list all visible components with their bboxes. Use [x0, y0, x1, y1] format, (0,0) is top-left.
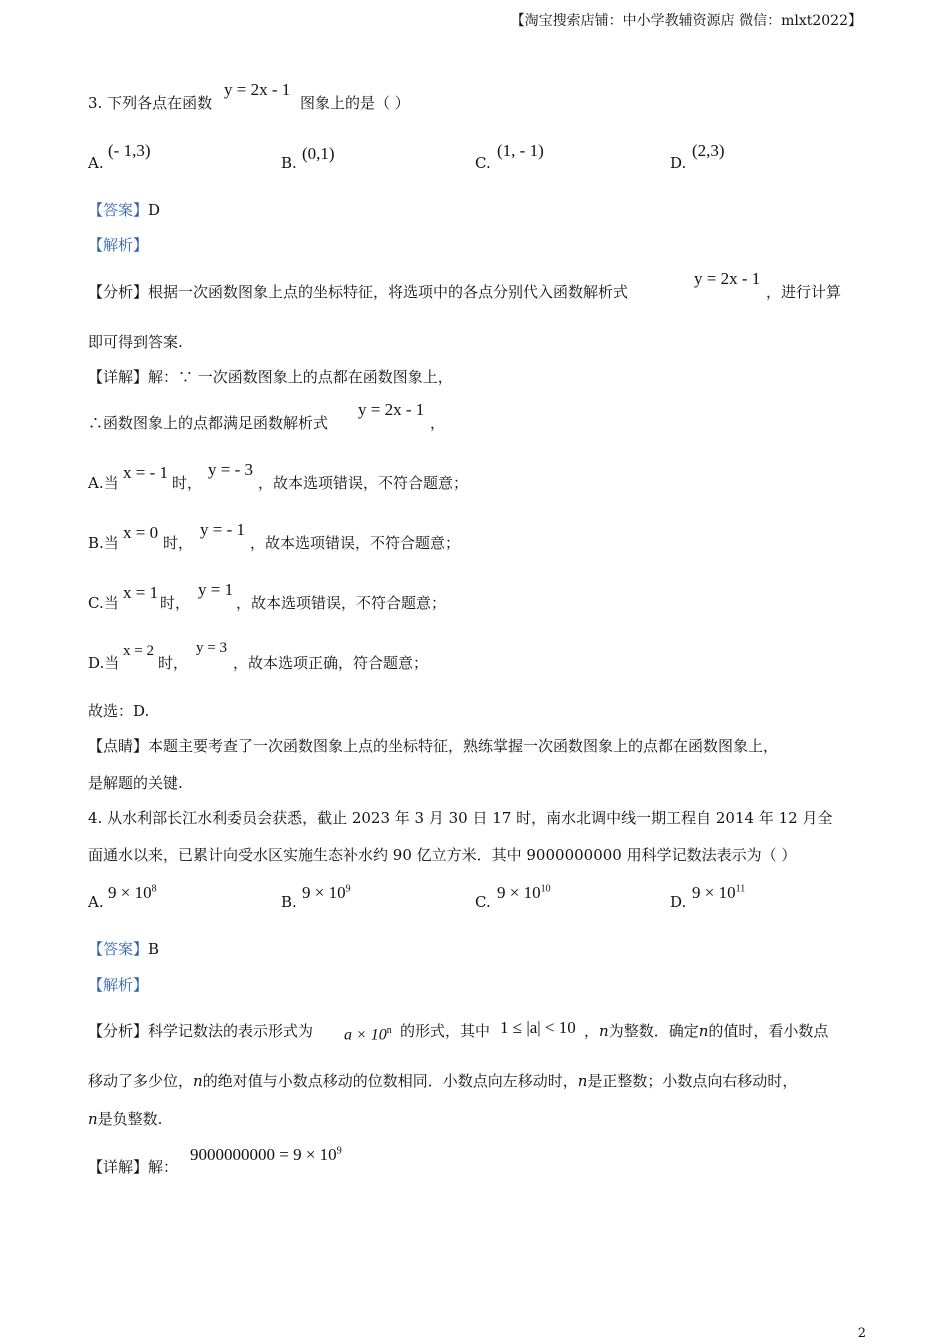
- q3-fenxi-line2: 即可得到答案.: [88, 333, 183, 351]
- q4-answer-tag: 【答案】: [88, 940, 149, 958]
- q3-answer-value: D: [148, 201, 161, 219]
- q3-fenxi-formula: y = 2x - 1: [694, 269, 761, 288]
- q3-fenxi-line1: [88, 285, 628, 300]
- q4-fenxi-text2a: 移动了多少位，: [88, 1072, 194, 1090]
- q3-dianjing-line1: [88, 739, 778, 754]
- q3-stem: [88, 96, 212, 111]
- page-number: 2: [857, 1326, 866, 1341]
- q3-option-d-label: D.: [670, 154, 687, 172]
- q3-option-c-label: C.: [475, 154, 491, 172]
- q3-case-a-y: y = - 3: [208, 460, 253, 479]
- q3-dianjing-line2: 是解题的关键.: [88, 774, 183, 792]
- q3-option-b-label: B.: [281, 154, 297, 172]
- q3-option-d-value: (2,3): [692, 141, 725, 160]
- q3-option-a-label: A.: [88, 154, 104, 172]
- q3-analysis-tag: 【解析】: [88, 236, 149, 254]
- q3-case-c-suffix: ，故本选项错误，不符合题意；: [236, 594, 447, 612]
- q3-stem-suffix: 图象上的是（ ）: [300, 94, 410, 112]
- q3-detail-tag: 【详解】: [88, 368, 149, 386]
- q3-case-a-prefix: A.当: [88, 474, 119, 492]
- q4-detail-tag: 【详解】: [88, 1158, 149, 1176]
- q3-case-d-suffix: ，故本选项正确，符合题意；: [233, 654, 429, 672]
- q4-option-d-label: D.: [670, 893, 687, 911]
- q3-conclusion: 故选：D.: [88, 702, 150, 720]
- q4-option-d-value: [692, 884, 745, 901]
- q4-fenxi-formula1-base: a × 10: [344, 1026, 387, 1044]
- q3-formula: y = 2x - 1: [224, 80, 291, 99]
- q3-answer: [88, 203, 160, 218]
- q4-fenxi-text1d: 为整数．确定: [608, 1022, 699, 1040]
- q3-answer-tag: 【答案】: [88, 201, 149, 219]
- q4-analysis-tag: 【解析】: [88, 976, 149, 994]
- q4-detail-formula: [190, 1146, 342, 1163]
- q4-fenxi-tag: 【分析】: [88, 1022, 149, 1040]
- q3-case-c-prefix: C.当: [88, 594, 119, 612]
- q3-option-c-value: (1, - 1): [497, 141, 544, 160]
- q4-fenxi-text1b: 的形式，其中: [400, 1022, 491, 1040]
- q3-case-c-x: x = 1: [123, 583, 159, 602]
- q4-detail-formula-exp: 9: [336, 1145, 342, 1157]
- q3-detail-text1: 解：∵ 一次函数图象上的点都在函数图象上，: [148, 368, 453, 386]
- q4-detail-text1: 解：: [148, 1158, 179, 1176]
- q3-fenxi-tag: 【分析】: [88, 283, 149, 301]
- q4-option-b-label: B.: [281, 893, 297, 911]
- q3-fenxi-text1: 根据一次函数图象上点的坐标特征，将选项中的各点分别代入函数解析式: [148, 283, 629, 301]
- q3-detail-formula: y = 2x - 1: [358, 400, 425, 419]
- q3-detail-line1: [88, 370, 453, 385]
- q3-case-d-mid: 时，: [158, 654, 189, 672]
- q4-fenxi-text2c: 是正整数；小数点向右移动时，: [587, 1072, 798, 1090]
- q4-fenxi-formula2: 1 ≤ |a| < 10: [500, 1018, 576, 1037]
- q3-fenxi-text2: ，进行计算: [766, 283, 842, 301]
- page-header: 【淘宝搜索店铺：中小学教辅资源店 微信：mlxt2022】: [510, 13, 862, 29]
- q3-case-a-x: x = - 1: [123, 463, 168, 482]
- q4-option-a-base: 9 × 10: [108, 883, 152, 902]
- q4-option-b-exp: 9: [345, 883, 351, 895]
- q4-fenxi-n2: n: [698, 1022, 709, 1040]
- q4-fenxi-n4: n: [577, 1072, 588, 1090]
- q4-option-c-base: 9 × 10: [497, 883, 541, 902]
- q4-option-c-value: [497, 884, 551, 901]
- q3-case-a-mid: 时，: [172, 474, 203, 492]
- q4-fenxi-comma: ，: [584, 1022, 600, 1040]
- q4-option-d-base: 9 × 10: [692, 883, 736, 902]
- q4-option-a-exp: 8: [151, 883, 157, 895]
- q3-option-b-value: (0,1): [302, 144, 335, 163]
- q4-answer-value: B: [148, 940, 160, 958]
- q3-dianjing-tag: 【点睛】: [88, 737, 149, 755]
- q3-detail-line2-end: ，: [430, 414, 446, 432]
- q3-case-b-suffix: ，故本选项错误，不符合题意；: [250, 534, 461, 552]
- q4-option-b-value: [302, 884, 351, 901]
- q3-case-d-prefix: D.当: [88, 654, 120, 672]
- q3-case-a-suffix: ，故本选项错误，不符合题意；: [258, 474, 469, 492]
- q4-stem-line2: 面通水以来，已累计向受水区实施生态补水约 90 亿立方米．其中 9000000000 用科学记数法表示为（ ）: [88, 846, 797, 864]
- q4-fenxi-line1: [88, 1024, 313, 1039]
- q4-fenxi-formula1: [344, 1026, 392, 1043]
- q4-fenxi-formula1-exp: n: [386, 1025, 392, 1036]
- q4-detail-line1: [88, 1160, 178, 1175]
- q3-case-d-y: y = 3: [196, 640, 227, 656]
- q4-stem-line1: 4. 从水利部长江水利委员会获悉，截止 2023 年 3 月 30 日 17 时，南水北调中线一期工程自 2014 年 12 月全: [88, 809, 833, 827]
- q4-option-c-label: C.: [475, 893, 491, 911]
- q3-case-b-mid: 时，: [163, 534, 194, 552]
- q4-fenxi-n3: n: [193, 1072, 203, 1090]
- q4-fenxi-text1a: 科学记数法的表示形式为: [148, 1022, 314, 1040]
- q3-case-b-prefix: B.当: [88, 534, 119, 552]
- q4-option-c-exp: 10: [540, 883, 551, 895]
- q3-case-b-x: x = 0: [123, 523, 159, 542]
- q3-dianjing-text1: 本题主要考查了一次函数图象上点的坐标特征，熟练掌握一次函数图象上的点都在函数图象上，: [148, 737, 779, 755]
- q4-fenxi-text1e: 的值时，看小数点: [708, 1022, 829, 1040]
- q4-fenxi-text1c: [584, 1024, 828, 1039]
- q4-option-a-value: [108, 884, 157, 901]
- q3-case-c-mid: 时，: [160, 594, 191, 612]
- q3-case-c-y: y = 1: [198, 580, 234, 599]
- q4-answer: [88, 942, 159, 957]
- q4-fenxi-n1: n: [599, 1022, 609, 1040]
- q4-fenxi-text3: 是负整数.: [97, 1110, 163, 1128]
- q4-option-a-label: A.: [88, 893, 104, 911]
- q3-option-a-value: (- 1,3): [108, 141, 151, 160]
- q4-option-d-exp: 11: [735, 883, 746, 895]
- q3-stem-prefix: 3. 下列各点在函数: [88, 94, 213, 112]
- q4-option-b-base: 9 × 10: [302, 883, 346, 902]
- q4-fenxi-n5: n: [88, 1110, 98, 1128]
- q3-case-d-x: x = 2: [123, 643, 154, 659]
- q3-detail-line2: ∴函数图象上的点都满足函数解析式: [88, 414, 329, 432]
- q4-fenxi-line3: [88, 1112, 162, 1127]
- q4-detail-formula-base: 9000000000 = 9 × 10: [190, 1145, 337, 1164]
- q3-case-b-y: y = - 1: [200, 520, 245, 539]
- q4-fenxi-text2b: 的绝对值与小数点移动的位数相同．小数点向左移动时，: [202, 1072, 578, 1090]
- q4-fenxi-line2: [88, 1074, 797, 1089]
